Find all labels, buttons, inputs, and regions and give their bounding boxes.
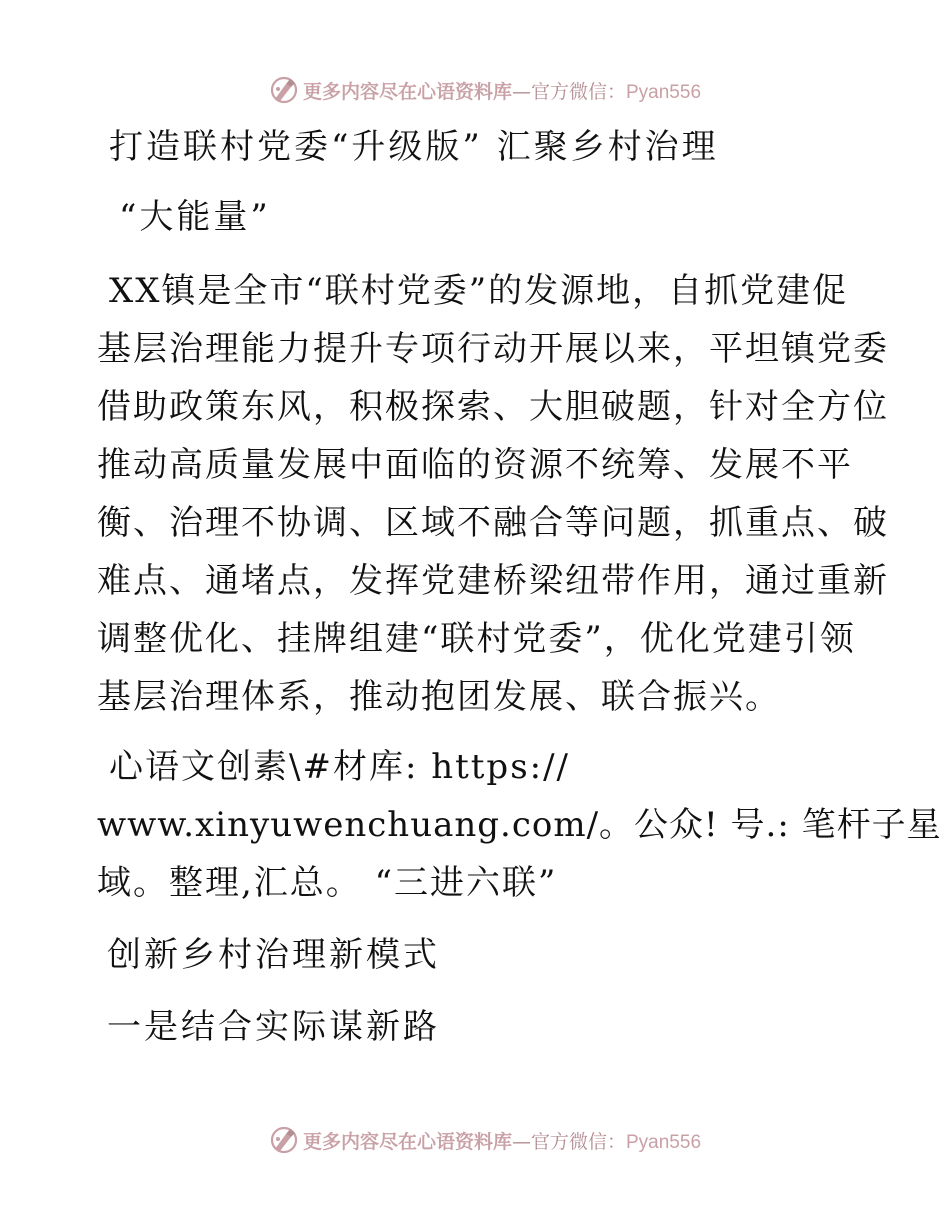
- section-heading-2: 一是结合实际谋新路: [107, 1007, 440, 1047]
- watermark-text: [303, 1127, 701, 1154]
- watermark-separator-text: —官方微信：: [511, 80, 626, 103]
- watermark-id-text: Pyan556: [626, 1131, 702, 1153]
- pen-nib-logo-icon: [269, 1125, 299, 1155]
- paragraph-1-line: 难点、通堵点，发挥党建桥梁纽带作用，通过重新: [97, 561, 889, 601]
- watermark-separator-text: —官方微信：: [511, 1130, 626, 1153]
- pen-nib-logo-icon: [269, 75, 299, 105]
- document-title-line-2: “大能量”: [119, 197, 271, 237]
- document-title-line-1: 打造联村党委“升级版” 汇聚乡村治理: [109, 127, 719, 167]
- paragraph-2-line: 心语文创素\#材库: https://: [109, 747, 571, 787]
- watermark-main-text: 更多内容尽在心语资料库: [302, 1130, 512, 1153]
- paragraph-2-line: 域。整理,汇总。 “三进六联”: [97, 863, 558, 903]
- paragraph-1-line: 基层治理能力提升专项行动开展以来，平坦镇党委: [97, 329, 889, 369]
- watermark-main-text: 更多内容尽在心语资料库: [302, 80, 512, 103]
- watermark-inner: [269, 75, 701, 105]
- document-body: [97, 122, 942, 1052]
- paragraph-1-line: 推动高质量发展中面临的资源不统筹、发展不平: [97, 445, 853, 485]
- paragraph-1-line: XX镇是全市“联村党委”的发源地，自抓党建促: [109, 271, 849, 311]
- watermark-id-text: Pyan556: [626, 81, 702, 103]
- watermark-inner: [269, 1125, 701, 1155]
- paragraph-2: [97, 738, 942, 912]
- paragraph-2-line: www.xinyuwenchuang.com/。公众! 号.: 笔杆子星: [97, 805, 942, 845]
- footer-watermark: [0, 1120, 950, 1160]
- watermark-text: [303, 77, 701, 104]
- header-watermark: [0, 70, 950, 110]
- paragraph-1-line: 调整优化、挂牌组建“联村党委”，优化党建引领: [97, 619, 856, 659]
- paragraph-1-line: 衡、治理不协调、区域不融合等问题，抓重点、破: [97, 503, 889, 543]
- paragraph-1: [97, 262, 889, 726]
- paragraph-1-line: 基层治理体系，推动抱团发展、联合振兴。: [97, 677, 781, 717]
- paragraph-1-line: 借助政策东风，积极探索、大胆破题，针对全方位: [97, 387, 889, 427]
- section-heading-1: 创新乡村治理新模式: [107, 935, 440, 975]
